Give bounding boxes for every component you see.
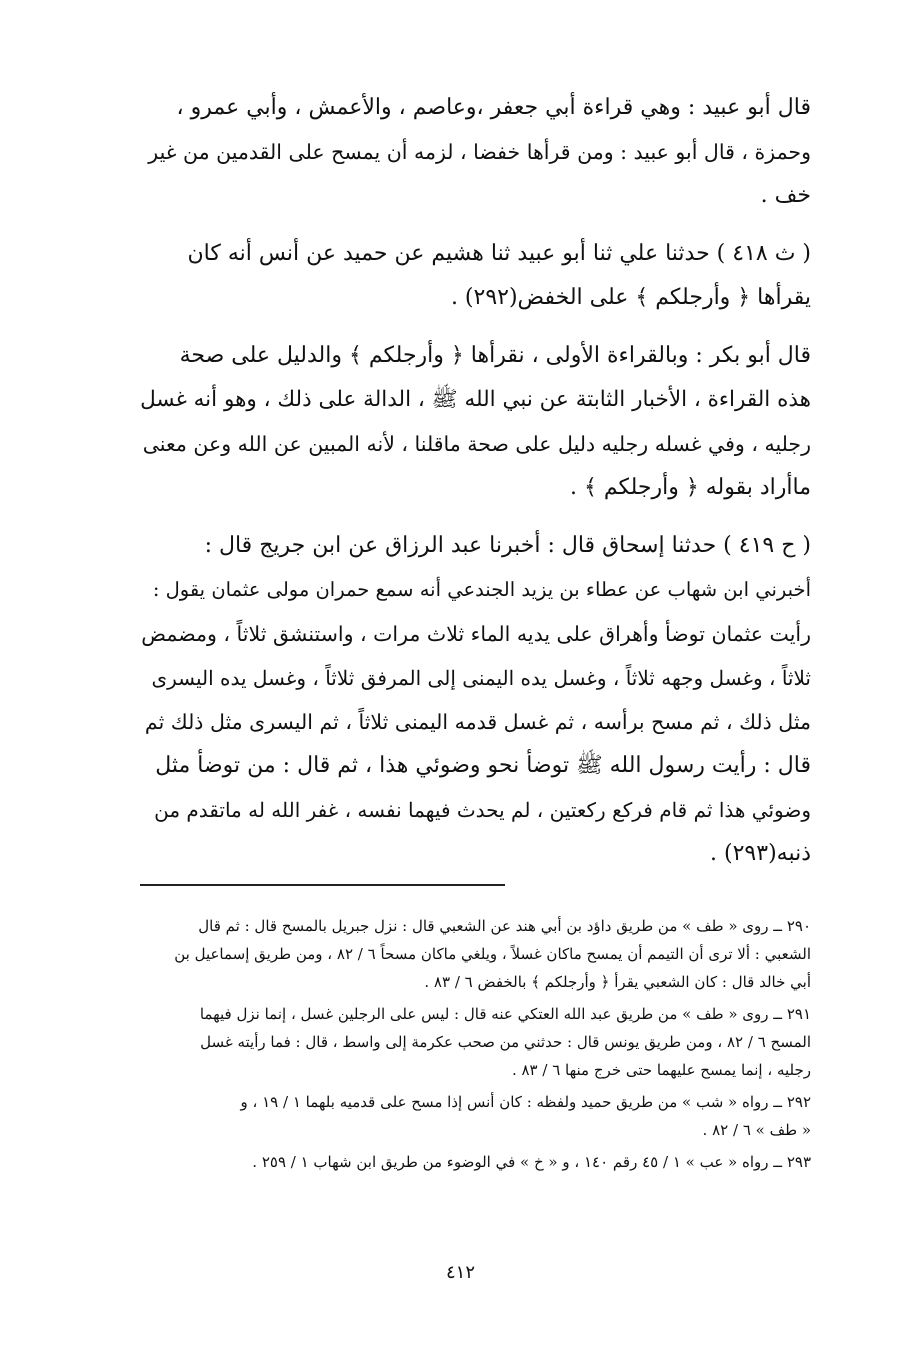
footnote-line: ٢٩١ ــ روى « طف » من طريق عبد الله العتكي عنه قال : ليس على الرجلين غسل ، إنما نزل فيهما (199, 1005, 811, 1023)
footnote-line: الشعبي : ألا ترى أن التيمم أن يمسح ماكان غسلاً ، ويلغي ماكان مسحاً ٦ / ٨٢ ، ومن طريق إسماعيل بن (174, 945, 811, 963)
footnote-line: ٢٩٢ ــ رواه « شب » من طريق حميد ولفظه : كان أنس إذا مسح على قدميه بلهما ١ / ١٩ ، و (240, 1093, 811, 1111)
footnote-291 (140, 1000, 811, 1084)
text-line: خف . (760, 183, 811, 208)
footnote-divider (140, 884, 505, 886)
paragraph-abu-bakr (140, 334, 811, 510)
footnote-290 (140, 912, 811, 996)
footnote-line: المسح ٦ / ٨٢ ، ومن طريق يونس قال : حدثني من صحب عكرمة إلى واسط ، قال : فما رأيته غسل (200, 1033, 811, 1051)
text-line: أخبرني ابن شهاب عن عطاء بن يزيد الجندعي أنه سمع حمران مولى عثمان يقول : (152, 578, 811, 601)
text-line: مثل ذلك ، ثم مسح برأسه ، ثم غسل قدمه اليمنى ثلاثاً ، ثم اليسرى مثل ذلك ثم (144, 710, 811, 734)
text-line: ( ث ٤١٨ ) حدثنا علي ثنا أبو عبيد ثنا هشيم عن حميد عن أنس أنه كان (187, 241, 811, 266)
paragraph-athar-418 (140, 232, 811, 320)
page-number: ٤١٢ (445, 1262, 475, 1283)
text-line: يقرأها ﴿ وأرجلكم ﴾ على الخفض(٢٩٢) . (450, 285, 811, 310)
main-text (140, 86, 811, 890)
text-line: ثلاثاً ، وغسل وجهه ثلاثاً ، وغسل يده اليمنى إلى المرفق ثلاثاً ، وغسل يده اليسرى (151, 666, 811, 690)
footnote-293 (140, 1148, 811, 1176)
footnote-line: رجليه ، إنما يمسح عليهما حتى خرج منها ٦ / ٨٣ . (511, 1061, 811, 1079)
paragraph-hadith-419 (140, 524, 811, 876)
footnotes (140, 912, 811, 1180)
footnote-line: ٢٩٣ ــ رواه « عب » ١ / ٤٥ رقم ١٤٠ ، و « خ » في الوضوء من طريق ابن شهاب ١ / ٢٥٩ . (252, 1153, 811, 1171)
text-line: وحمزة ، قال أبو عبيد : ومن قرأها خفضا ، لزمه أن يمسح على القدمين من غير (148, 140, 811, 164)
text-line: ذنبه(٢٩٣) . (710, 841, 811, 866)
footnote-line: ٢٩٠ ــ روى « طف » من طريق داؤد بن أبي هند عن الشعبي قال : نزل جبريل بالمسح قال : ثم قال (198, 917, 811, 935)
text-line: ( ح ٤١٩ ) حدثنا إسحاق قال : أخبرنا عبد الرزاق عن ابن جريج قال : (204, 533, 811, 558)
paragraph-abu-ubayd (140, 86, 811, 218)
text-line: قال : رأيت رسول الله ﷺ توضأ نحو وضوئي هذا ، ثم قال : من توضأ مثل (155, 753, 811, 778)
text-line: قال أبو بكر : وبالقراءة الأولى ، نقرأها ﴿ وأرجلكم ﴾ والدليل على صحة (179, 343, 811, 368)
text-line: هذه القراءة ، الأخبار الثابتة عن نبي الله ﷺ ، الدالة على ذلك ، وهو أنه غسل (140, 387, 811, 412)
footnote-line: « طف » ٦ / ٨٢ . (702, 1121, 811, 1139)
footnote-line: أبي خالد قال : كان الشعبي يقرأ ﴿ وأرجلكم ﴾ بالخفض ٦ / ٨٣ . (424, 973, 811, 991)
text-line: رجليه ، وفي غسله رجليه دليل على صحة ماقلنا ، لأنه المبين عن الله وعن معنى (142, 432, 811, 456)
text-line: ماأراد بقوله ﴿ وأرجلكم ﴾ . (569, 475, 811, 500)
text-line: وضوئي هذا ثم قام فركع ركعتين ، لم يحدث فيهما نفسه ، غفر الله له ماتقدم من (154, 798, 811, 822)
text-line: قال أبو عبيد : وهي قراءة أبي جعفر ،وعاصم ، والأعمش ، وأبي عمرو ، (176, 95, 811, 120)
footnote-292 (140, 1088, 811, 1144)
text-line: رأيت عثمان توضأ وأهراق على يديه الماء ثلاث مرات ، واستنشق ثلاثاً ، ومضمض (141, 622, 811, 646)
